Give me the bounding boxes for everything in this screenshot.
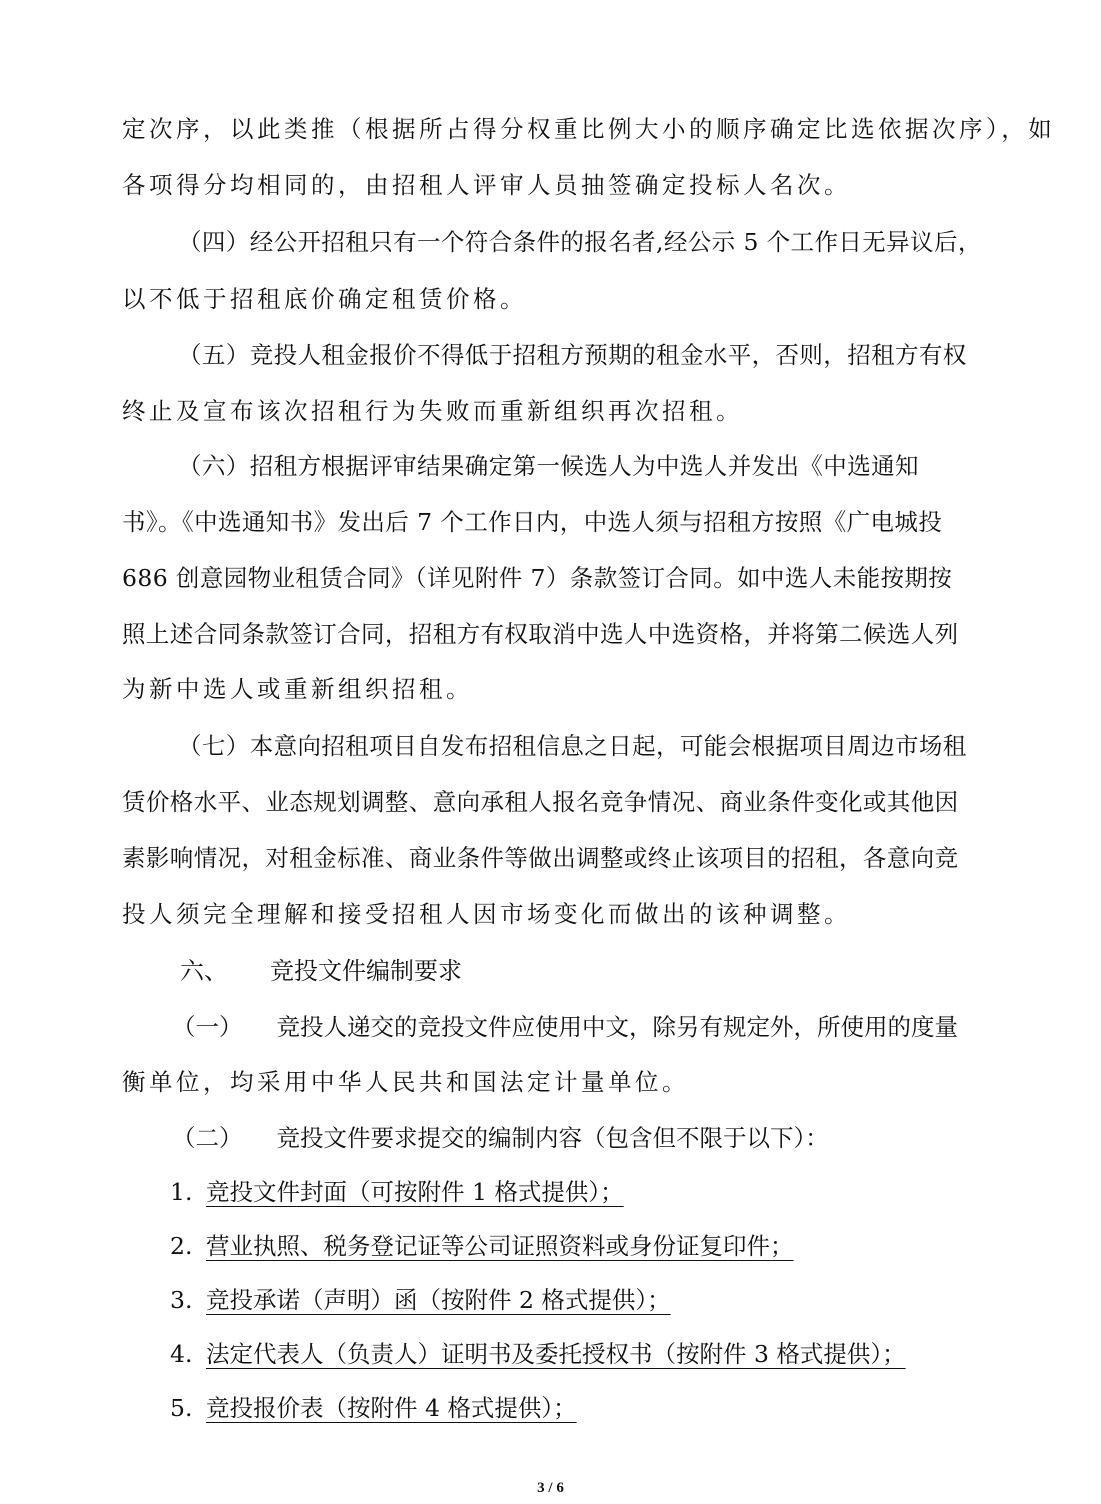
subsection-two: [172, 1123, 829, 1153]
subsection-label: （二）: [172, 1124, 243, 1152]
list-item-text: 法定代表人（负责人）证明书及委托授权书（按附件 3 格式提供）；: [206, 1340, 906, 1368]
paragraph-line: （五）竞投人租金报价不得低于招租方预期的租金水平，否则，招租方有权: [178, 341, 967, 369]
paragraph-line: 书》。《中选通知书》发出后 7 个工作日内，中选人须与招租方按照《广电城投: [122, 508, 943, 536]
paragraph-line: （六）招租方根据评审结果确定第一候选人为中选人并发出《中选通知: [178, 452, 919, 480]
list-item: [170, 1393, 577, 1423]
list-item-number: 2.: [170, 1232, 193, 1260]
paragraph-line: （四）经公开招租只有一个符合条件的报名者,经公示 5 个工作日无异议后，: [178, 228, 982, 256]
list-item: [170, 1231, 794, 1261]
list-item-text: 竞投报价表（按附件 4 格式提供）；: [206, 1394, 577, 1422]
paragraph-line: 素影响情况，对租金标准、商业条件等做出调整或终止该项目的招租，各意向竞: [122, 844, 959, 872]
subsection-label: （一）: [172, 1013, 243, 1041]
page-number: 3 / 6: [537, 1480, 564, 1496]
list-item-number: 1.: [170, 1178, 193, 1206]
subsection-text: 竞投文件要求提交的编制内容（包含但不限于以下）：: [276, 1124, 829, 1152]
paragraph-line: 赁价格水平、业态规划调整、意向承租人报名竞争情况、商业条件变化或其他因: [122, 788, 959, 816]
paragraph-line: 以不低于招租底价确定租赁价格。: [122, 285, 527, 313]
list-item-number: 5.: [170, 1394, 193, 1422]
list-item-text: 营业执照、税务登记证等公司证照资料或身份证复印件；: [206, 1232, 794, 1260]
paragraph-line: 照上述合同条款签订合同，招租方有权取消中选人中选资格，并将第二候选人列: [122, 620, 959, 648]
paragraph-line: 686 创意园物业租赁合同》（详见附件 7）条款签订合同。如中选人未能按期按: [122, 564, 953, 592]
paragraph-line: 投人须完全理解和接受招租人因市场变化而做出的该种调整。: [122, 900, 851, 928]
list-item: [170, 1339, 906, 1369]
section-number: 六、: [180, 957, 228, 985]
list-item: [170, 1177, 624, 1207]
subsection-one: [172, 1012, 958, 1042]
subsection-text: 竞投人递交的竞投文件应使用中文，除另有规定外，所使用的度量: [276, 1013, 958, 1041]
paragraph-line: 各项得分均相同的，由招租人评审人员抽签确定投标人名次。: [122, 171, 851, 199]
list-item-text: 竞投文件封面（可按附件 1 格式提供）；: [206, 1178, 624, 1206]
section-title: 竞投文件编制要求: [270, 957, 462, 985]
list-item-text: 竞投承诺（声明）函（按附件 2 格式提供）；: [206, 1286, 671, 1314]
paragraph-line: （七）本意向招租项目自发布招租信息之日起，可能会根据项目周边市场租: [178, 732, 967, 760]
list-item-number: 4.: [170, 1340, 193, 1368]
paragraph-line: 为新中选人或重新组织招租。: [122, 675, 473, 703]
paragraph-line: 终止及宣布该次招租行为失败而重新组织再次招租。: [122, 397, 743, 425]
section-heading: [180, 956, 462, 986]
paragraph-line: 衡单位，均采用中华人民共和国法定计量单位。: [122, 1068, 689, 1096]
list-item: [170, 1285, 671, 1315]
list-item-number: 3.: [170, 1286, 193, 1314]
paragraph-line: 定次序，以此类推（根据所占得分权重比例大小的顺序确定比选依据次序），如: [122, 115, 1056, 143]
